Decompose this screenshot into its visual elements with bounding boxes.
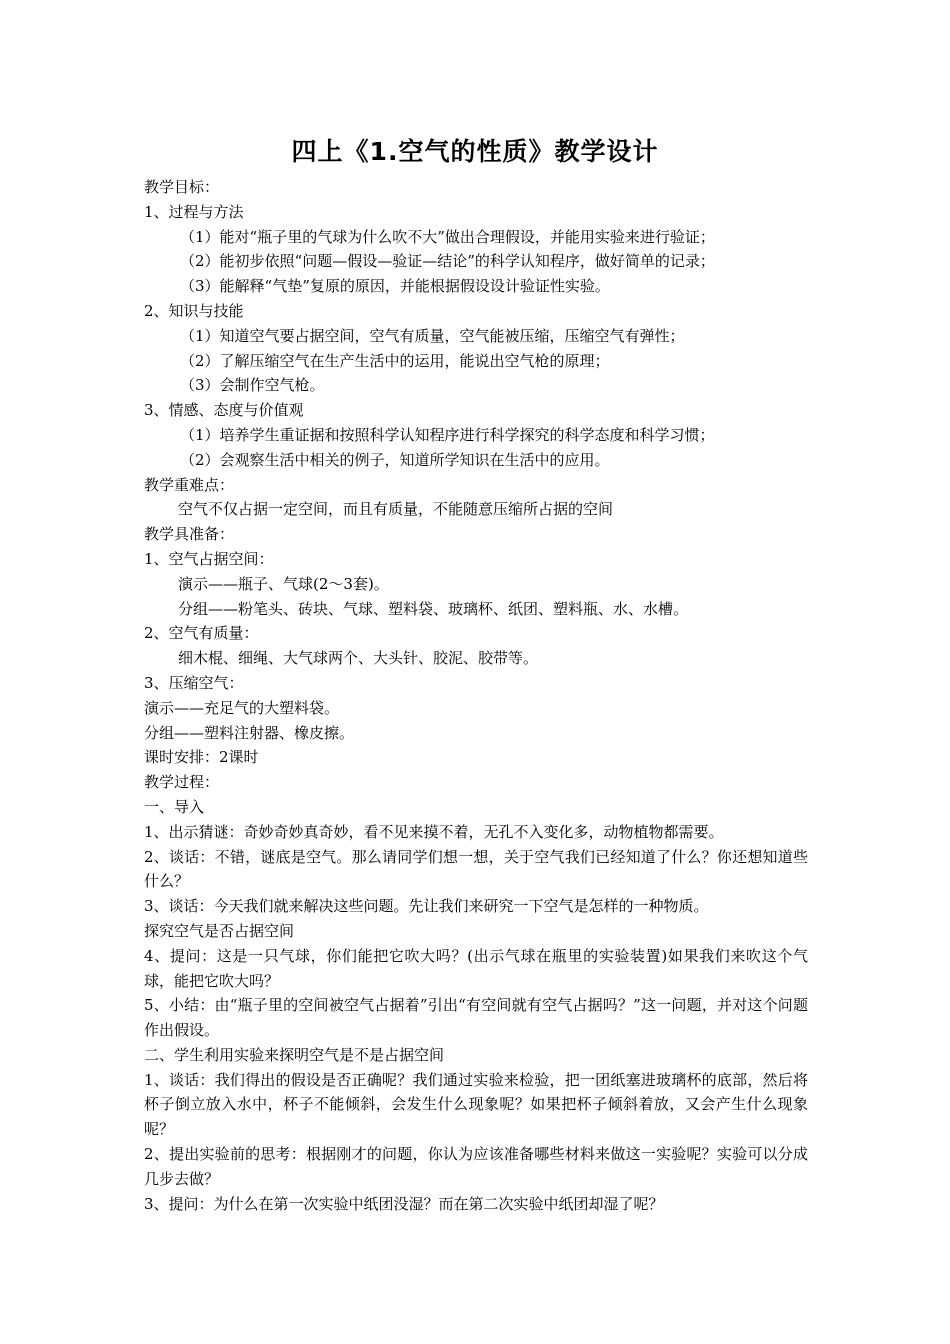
text-line: 2、空气有质量： (144, 624, 259, 643)
text-line: （1）培养学生重证据和按照科学认知程序进行科学探究的科学态度和科学习惯； (180, 425, 715, 444)
text-line: 演示——瓶子、气球(2～3套)。 (178, 574, 389, 593)
text-line: 5、小结：由“瓶子里的空间被空气占据着”引出“有空间就有空气占据吗？”这一问题，并对这个问题作出假设。 (144, 996, 808, 1040)
text-line: （3）会制作空气枪。 (180, 376, 325, 395)
text-line: 4、提问：这是一只气球，你们能把它吹大吗？(出示气球在瓶里的实验装置)如果我们来吹这个气球，能把它吹大吗？ (144, 946, 808, 990)
text-line: （3）能解释“气垫”复原的原因，并能根据假设设计验证性实验。 (180, 277, 610, 296)
text-line: 演示——充足气的大塑料袋。 (144, 698, 340, 717)
document-title: 四上《1.空气的性质》教学设计 (291, 137, 659, 166)
text-line: （2）能初步依照“问题—假设—验证—结论”的科学认知程序，做好简单的记录； (180, 252, 715, 271)
text-line: 空气不仅占据一定空间，而且有质量，不能随意压缩所占据的空间 (178, 500, 614, 519)
text-line: 一、导入 (144, 797, 205, 816)
text-line: 1、过程与方法 (144, 202, 244, 221)
text-line: 分组——粉笔头、砖块、气球、塑料袋、玻璃杯、纸团、塑料瓶、水、水槽。 (178, 599, 689, 618)
text-line: 分组——塑料注射器、橡皮擦。 (144, 723, 355, 742)
text-line: 探究空气是否占据空间 (144, 921, 295, 940)
text-line: 3、提问：为什么在第一次实验中纸团没湿？而在第二次实验中纸团却湿了呢？ (144, 1194, 664, 1213)
text-line: 2、知识与技能 (144, 301, 244, 320)
text-line: 教学重难点： (144, 475, 235, 494)
text-line: （2）了解压缩空气在生产生活中的运用，能说出空气枪的原理； (180, 351, 610, 370)
text-line: 1、空气占据空间： (144, 549, 274, 568)
text-line: （1）知道空气要占据空间，空气有质量，空气能被压缩，压缩空气有弹性； (180, 326, 685, 345)
text-line: （2）会观察生活中相关的例子，知道所学知识在生活中的应用。 (180, 450, 610, 469)
text-line: 2、提出实验前的思考：根据刚才的问题，你认为应该准备哪些材料来做这一实验呢？实验可以分成几步去做？ (144, 1145, 808, 1188)
text-line: 细木棍、细绳、大气球两个、大头针、胶泥、胶带等。 (178, 649, 539, 668)
text-line: 3、情感、态度与价值观 (144, 401, 304, 420)
text-line: 3、谈话：今天我们就来解决这些问题。先让我们来研究一下空气是怎样的一种物质。 (144, 897, 709, 916)
text-line: 3、压缩空气： (144, 673, 244, 692)
text-line: 二、学生利用实验来探明空气是不是占据空间 (144, 1045, 445, 1064)
text-line: 1、出示猜谜：奇妙奇妙真奇妙，看不见来摸不着，无孔不入变化多，动物植物都需要。 (144, 822, 724, 841)
text-line: （1）能对“瓶子里的气球为什么吹不大”做出合理假设，并能用实验来进行验证； (180, 227, 715, 246)
text-line: 教学具准备： (144, 525, 235, 544)
text-line: 教学目标： (144, 178, 220, 196)
document-body (144, 175, 808, 1216)
text-line: 1、谈话：我们得出的假设是否正确呢？我们通过实验来检验，把一团纸塞进玻璃杯的底部，然后将杯子倒立放入水中，杯子不能倾斜，会发生什么现象呢？如果把杯子倾斜着放，又会产生什么现象呢？ (144, 1070, 808, 1139)
text-line: 教学过程： (144, 773, 220, 792)
text-line: 课时安排：2课时 (144, 748, 259, 767)
text-line: 2、谈话：不错，谜底是空气。那么请同学们想一想，关于空气我们已经知道了什么？你还想知道些什么？ (144, 847, 808, 891)
